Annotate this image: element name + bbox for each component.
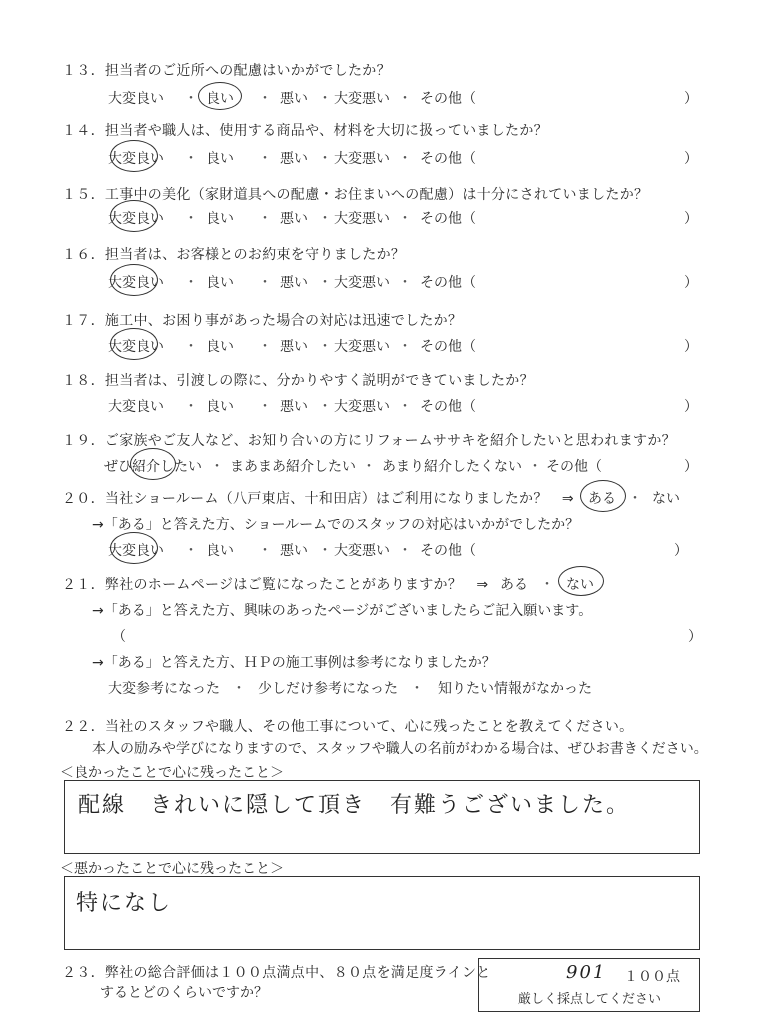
option-yes[interactable]: ある (588, 491, 616, 507)
option-good[interactable]: 良い (206, 543, 234, 559)
option-hp-a[interactable]: 大変参考になった (108, 681, 220, 697)
choices-13: 大変良い ・ 良い ・ 悪い ・ 大変悪い ・ その他（ ） (108, 88, 698, 110)
option-other[interactable]: その他（ (546, 459, 602, 475)
option-very-bad[interactable]: 大変悪い (334, 399, 390, 415)
question-17: １７．施工中、お困り事があった場合の対応は迅速でしたか？ (62, 313, 463, 329)
option-good[interactable]: 良い (206, 91, 234, 107)
option-very-good[interactable]: 大変良い (108, 543, 164, 559)
question-23: ２３．弊社の総合評価は１００点満点中、８０点を満足度ラインと (62, 965, 491, 981)
question-21: ２１．弊社のホームページはご覧になったことがありますか？ ⇒ (62, 577, 489, 593)
question-20-sub: →「ある」と答えた方、ショールームでのスタッフの対応はいかがでしたか？ (92, 517, 580, 533)
option-very-bad[interactable]: 大変悪い (334, 91, 390, 107)
question-21-sub1: →「ある」と答えた方、興味のあったページがございましたらご記入願います。 (92, 603, 593, 619)
question-16: １６．担当者は、お客様とのお約束を守りましたか？ (62, 247, 406, 263)
option-bad[interactable]: 悪い (280, 275, 308, 291)
option-bad[interactable]: 悪い (280, 211, 308, 227)
choices-20: 大変良い ・ 良い ・ 悪い ・ 大変悪い ・ その他（ ） (108, 540, 688, 562)
choices-16: 大変良い ・ 良い ・ 悪い ・ 大変悪い ・ その他（ ） (108, 272, 698, 294)
option-q19-c[interactable]: あまり紹介したくない (382, 459, 522, 475)
option-very-bad[interactable]: 大変悪い (334, 339, 390, 355)
option-good[interactable]: 良い (206, 399, 234, 415)
choices-17: 大変良い ・ 良い ・ 悪い ・ 大変悪い ・ その他（ ） (108, 336, 698, 358)
choices-18: 大変良い ・ 良い ・ 悪い ・ 大変悪い ・ その他（ ） (108, 396, 698, 418)
option-other[interactable]: その他（ (420, 399, 476, 415)
option-very-bad[interactable]: 大変悪い (334, 211, 390, 227)
option-very-good[interactable]: 大変良い (108, 211, 164, 227)
score-note: 厳しく採点してください (518, 992, 662, 1007)
option-other[interactable]: その他（ (420, 275, 476, 291)
option-q19-b[interactable]: まあまあ紹介したい (230, 459, 356, 475)
option-other[interactable]: その他（ (420, 543, 476, 559)
option-other[interactable]: その他（ (420, 151, 476, 167)
question-13: １３．担当者のご近所への配慮はいかがでしたか？ (62, 63, 391, 79)
option-bad[interactable]: 悪い (280, 91, 308, 107)
option-very-good[interactable]: 大変良い (108, 151, 164, 167)
option-bad[interactable]: 悪い (280, 543, 308, 559)
option-bad[interactable]: 悪い (280, 339, 308, 355)
option-very-good[interactable]: 大変良い (108, 399, 164, 415)
option-very-bad[interactable]: 大変悪い (334, 275, 390, 291)
option-very-bad[interactable]: 大変悪い (334, 543, 390, 559)
question-21-sub2: →「ある」と答えた方、ＨＰの施工事例は参考になりましたか？ (92, 655, 496, 671)
choices-14: 大変良い ・ 良い ・ 悪い ・ 大変悪い ・ その他（ ） (108, 148, 698, 170)
option-other[interactable]: その他（ (420, 91, 476, 107)
bad-answer-text: 特になし (76, 891, 173, 916)
choices-15: 大変良い ・ 良い ・ 悪い ・ 大変悪い ・ その他（ ） (108, 208, 698, 230)
choices-21-hp: 大変参考になった ・ 少しだけ参考になった ・ 知りたい情報がなかった (108, 678, 608, 700)
option-good[interactable]: 良い (206, 275, 234, 291)
option-no[interactable]: ない (652, 491, 680, 507)
bad-label: ＜悪かったことで心に残ったこと＞ (60, 861, 284, 877)
option-no[interactable]: ない (566, 577, 594, 593)
good-label: ＜良かったことで心に残ったこと＞ (60, 765, 284, 781)
score-max: １００点 (624, 969, 680, 985)
option-other[interactable]: その他（ (420, 211, 476, 227)
option-good[interactable]: 良い (206, 211, 234, 227)
option-very-bad[interactable]: 大変悪い (334, 151, 390, 167)
option-yes[interactable]: ある (500, 577, 528, 593)
option-q19-a[interactable]: ぜひ紹介したい (104, 459, 202, 475)
question-19: １９．ご家族やご友人など、お知り合いの方にリフォームササキを紹介したいと思われますか？ (62, 433, 676, 449)
question-20: ２０．当社ショールーム（八戸東店、十和田店）はご利用になりましたか？ ⇒ (62, 491, 574, 507)
option-other[interactable]: その他（ (420, 339, 476, 355)
option-hp-c[interactable]: 知りたい情報がなかった (438, 681, 592, 697)
option-very-good[interactable]: 大変良い (108, 275, 164, 291)
choices-19: ぜひ紹介したい ・ まあまあ紹介したい ・ あまり紹介したくない ・ その他（ ） (104, 456, 698, 478)
option-good[interactable]: 良い (206, 339, 234, 355)
question-15: １５．工事中の美化（家財道具への配慮・お住まいへの配慮）は十分にされていましたか？ (62, 187, 649, 203)
question-14: １４．担当者や職人は、使用する商品や、材料を大切に扱っていましたか？ (62, 123, 548, 139)
option-very-good[interactable]: 大変良い (108, 339, 164, 355)
score-handwritten: 901 (566, 962, 607, 983)
option-good[interactable]: 良い (206, 151, 234, 167)
option-bad[interactable]: 悪い (280, 151, 308, 167)
question-22-note: 本人の励みや学びになりますので、スタッフや職人の名前がわかる場合は、ぜひお書きください。 (92, 741, 708, 757)
question-18: １８．担当者は、引渡しの際に、分かりやすく説明ができていましたか？ (62, 373, 534, 389)
option-hp-b[interactable]: 少しだけ参考になった (258, 681, 398, 697)
option-very-good[interactable]: 大変良い (108, 91, 164, 107)
option-bad[interactable]: 悪い (280, 399, 308, 415)
good-answer-text: 配線 きれいに隠して頂き 有難うございました。 (78, 793, 631, 818)
question-22: ２２．当社のスタッフや職人、その他工事について、心に残ったことを教えてください。 (62, 719, 634, 735)
question-23-line2: するとどのくらいですか？ (100, 985, 268, 1001)
